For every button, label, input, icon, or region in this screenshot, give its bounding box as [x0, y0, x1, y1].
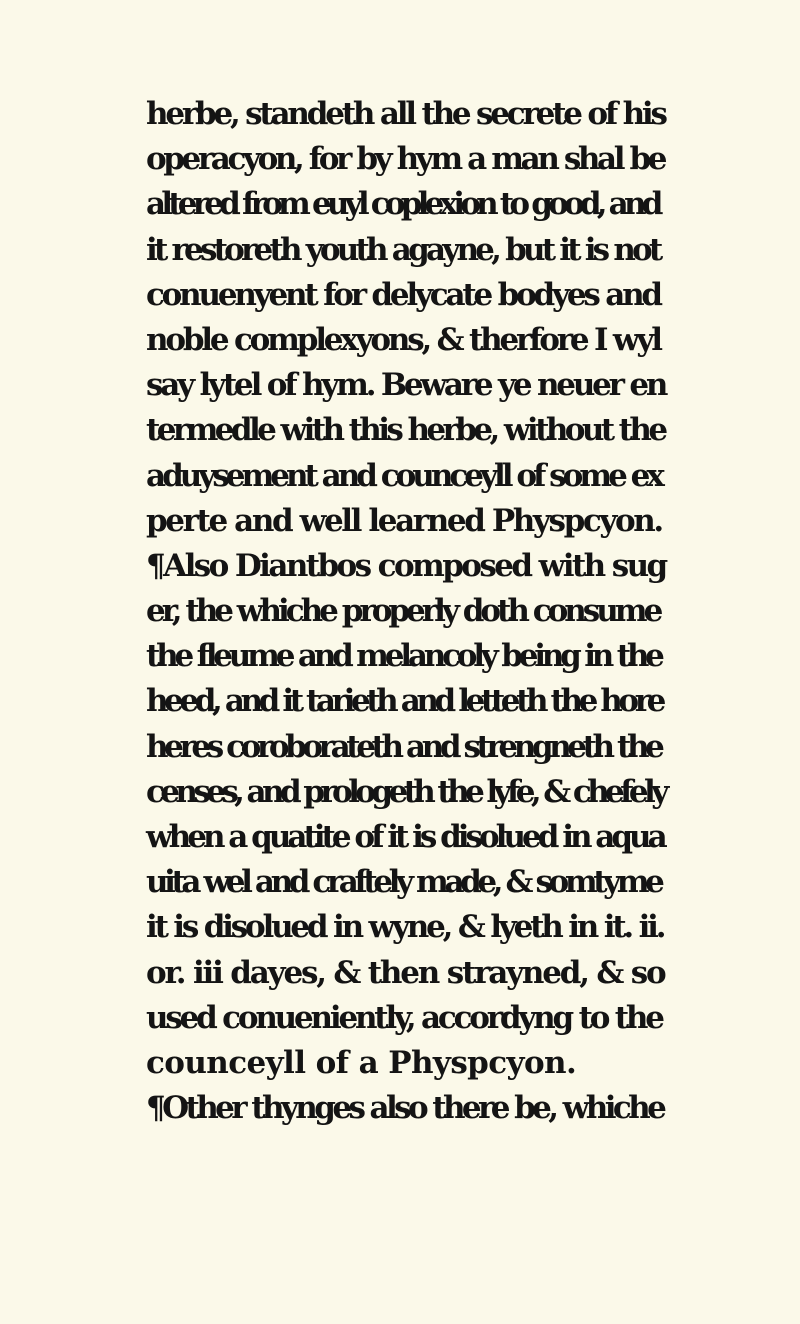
- text-line: heres coroborateth and strengneth the: [146, 728, 661, 765]
- text-line: counceyll of a Physpcyon.: [146, 1044, 577, 1081]
- text-line: heed, and it tarieth and letteth the hore: [146, 683, 662, 720]
- text-line: uita wel and craftely made, & somtyme: [146, 864, 661, 901]
- text-line: ¶Other thynges also there be, whiche: [146, 1090, 664, 1127]
- text-line: it is disolued in wyne, & lyeth in it. ii.: [146, 909, 664, 946]
- text-line: it restoreth youth agayne, but it is not: [146, 231, 660, 268]
- text-line: conuenyent for delycate bodyes and: [146, 276, 660, 313]
- text-line: censes, and prologeth the lyfe, & chefely: [146, 773, 665, 810]
- text-line: herbe, standeth all the secrete of his: [146, 96, 665, 132]
- text-line: the fleume and melancoly being in the: [146, 638, 661, 675]
- text-line: er, the whiche properly doth consume: [146, 593, 660, 630]
- text-line: perte and well learned Physpcyon.: [146, 502, 662, 539]
- text-line: used conueniently, accordyng to the: [146, 999, 662, 1036]
- text-line: ¶Also Diantbos composed with sug: [146, 547, 666, 584]
- text-line: say lytel of hym. Beware ye neuer en: [146, 367, 666, 404]
- text-line: when a quatite of it is disolued in aqua: [146, 819, 664, 855]
- text-line: aduysement and counceyll of some ex: [146, 457, 661, 494]
- page-text-block: [146, 92, 666, 1131]
- text-line: termedle with this herbe, without the: [146, 412, 665, 449]
- text-line: or. iii dayes, & then strayned, & so: [146, 954, 665, 991]
- text-line: operacyon, for by hym a man shal be: [146, 141, 665, 178]
- text-line: noble complexyons, & therfore I wyl: [146, 321, 660, 358]
- text-line: altered from euyl coplexion to good, and: [146, 186, 659, 223]
